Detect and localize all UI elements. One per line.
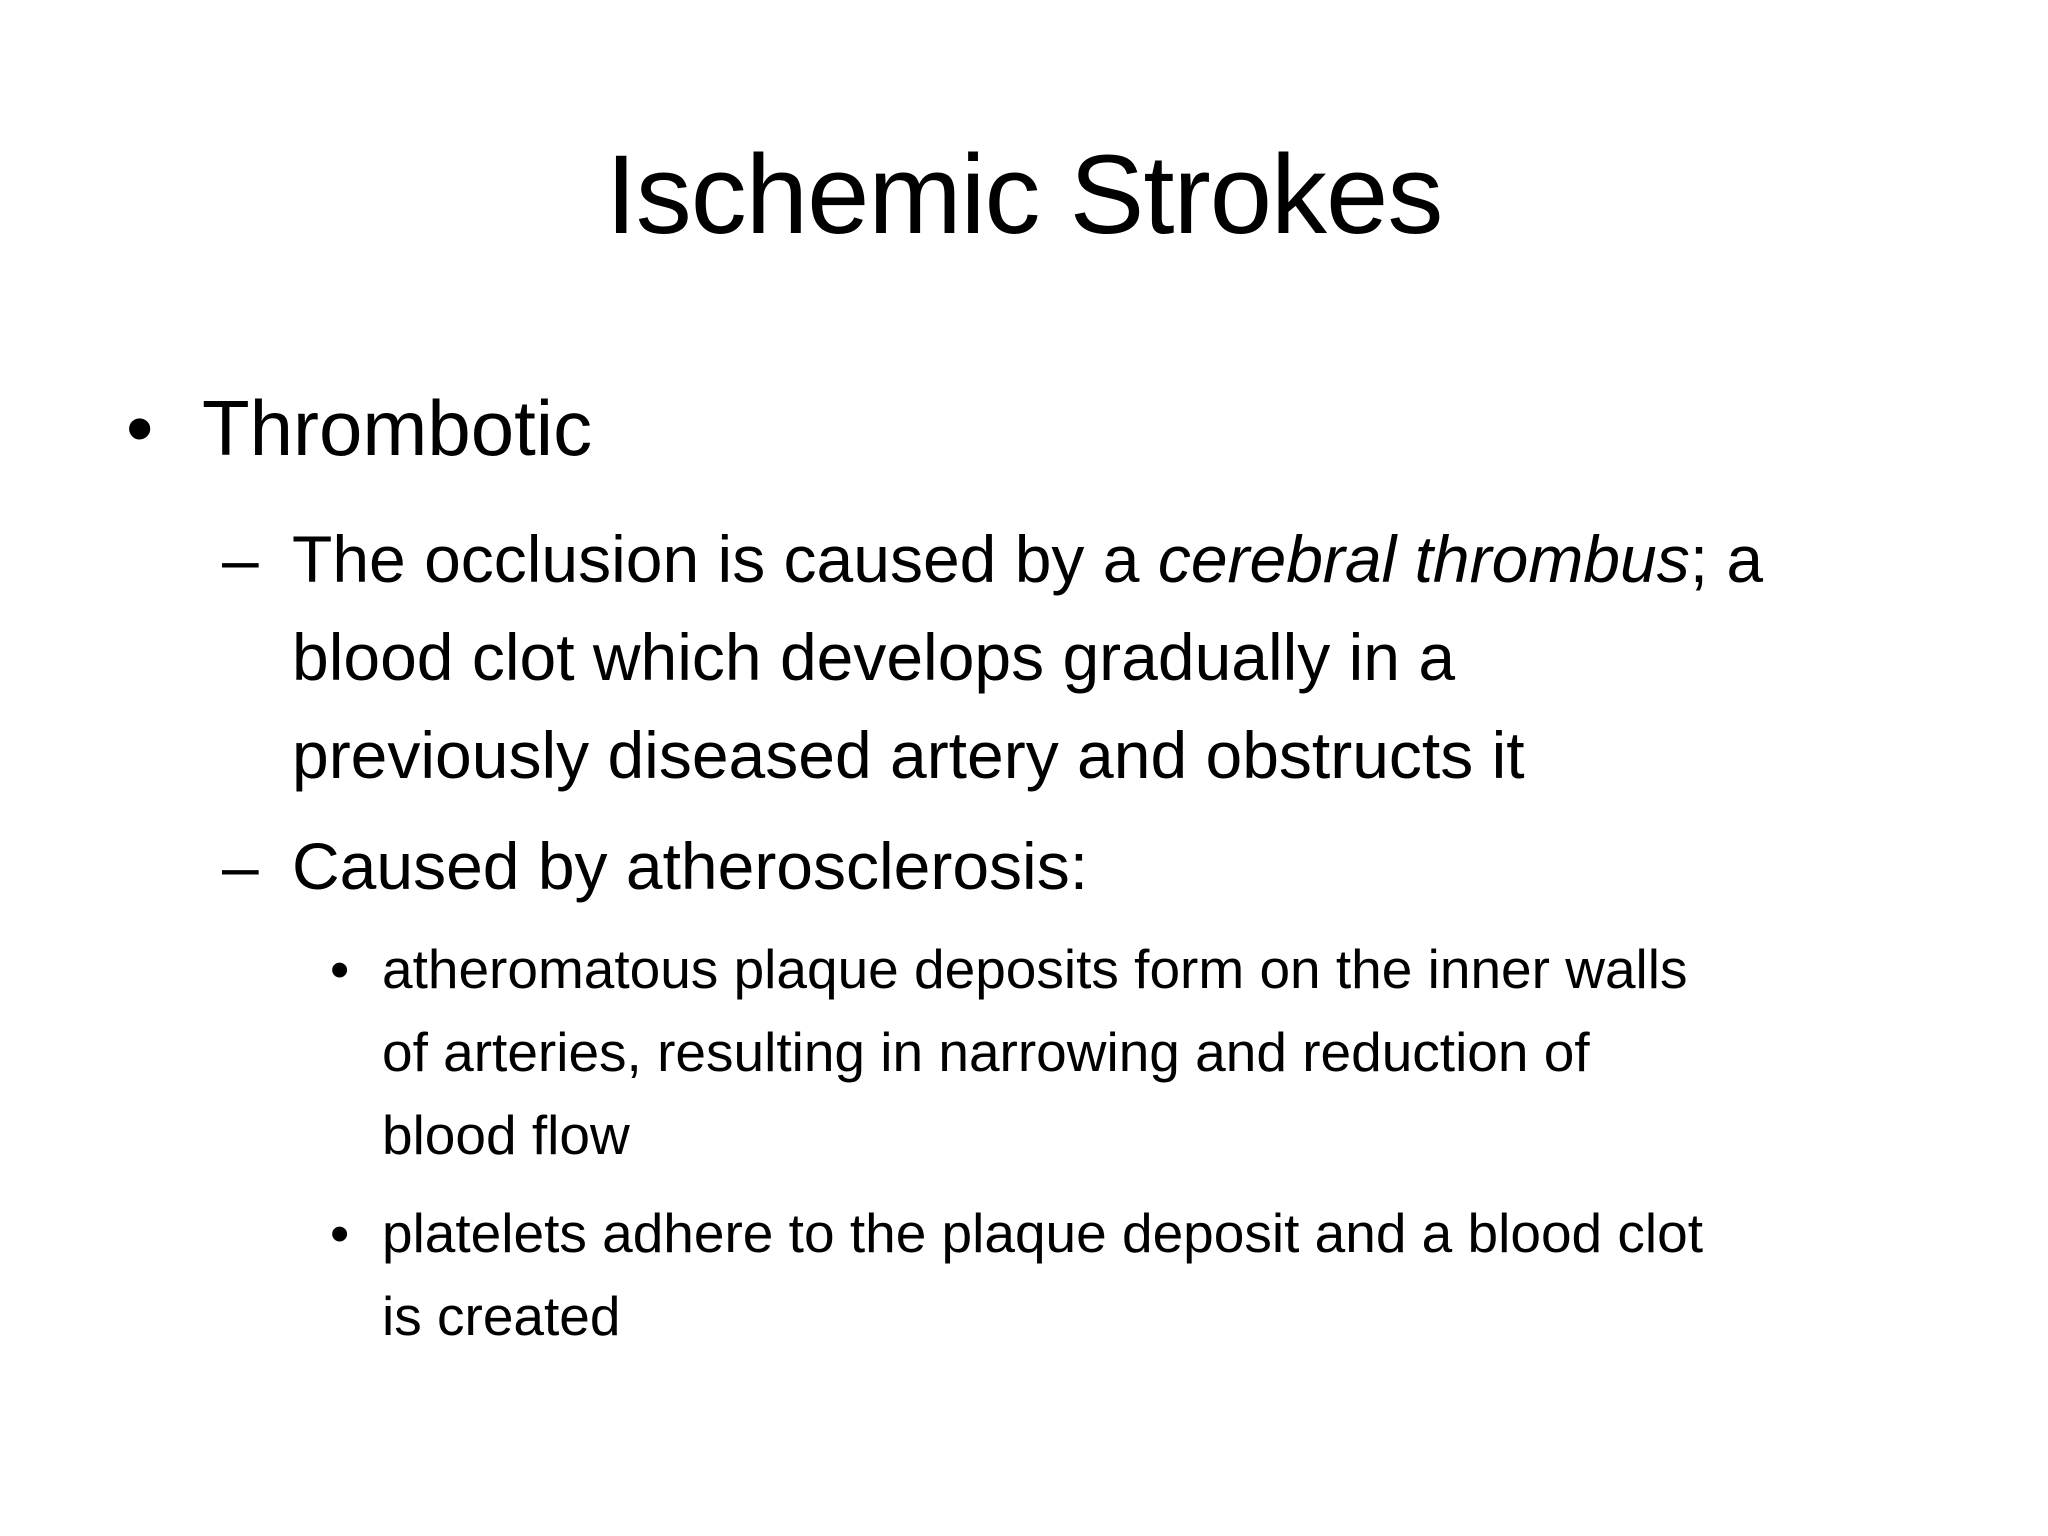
bullet-text: Thrombotic [202, 384, 593, 472]
slide-title: Ischemic Strokes [605, 132, 1443, 257]
dash-marker: – [222, 829, 259, 903]
text-line: blood clot which develops gradually in a [292, 620, 1456, 694]
sub-bullet-text [292, 510, 1932, 804]
text-line: previously diseased artery and obstructs it [292, 718, 1525, 792]
sub-bullet-text [292, 817, 1932, 915]
bullet-marker: • [126, 384, 154, 472]
text-segment: The occlusion is caused by a [292, 522, 1158, 596]
sub-sub-bullet-text [382, 928, 1962, 1177]
text-segment: ; a [1689, 522, 1764, 596]
text-line: blood flow [382, 1104, 630, 1166]
bullet-marker: • [330, 938, 350, 1000]
dash-marker: – [222, 522, 259, 596]
text-line: atheromatous plaque deposits form on the inner walls [382, 938, 1688, 1000]
emphasized-term: cerebral thrombus [1157, 522, 1690, 596]
text-line: platelets adhere to the plaque deposit and a blood clot [382, 1202, 1703, 1264]
sub-sub-bullet-text [382, 1192, 1962, 1358]
bullet-marker: • [330, 1202, 350, 1264]
text-line: Caused by atherosclerosis: [292, 829, 1089, 903]
text-line: is created [382, 1285, 621, 1347]
text-line [292, 510, 1932, 608]
text-line: of arteries, resulting in narrowing and reduction of [382, 1021, 1590, 1083]
